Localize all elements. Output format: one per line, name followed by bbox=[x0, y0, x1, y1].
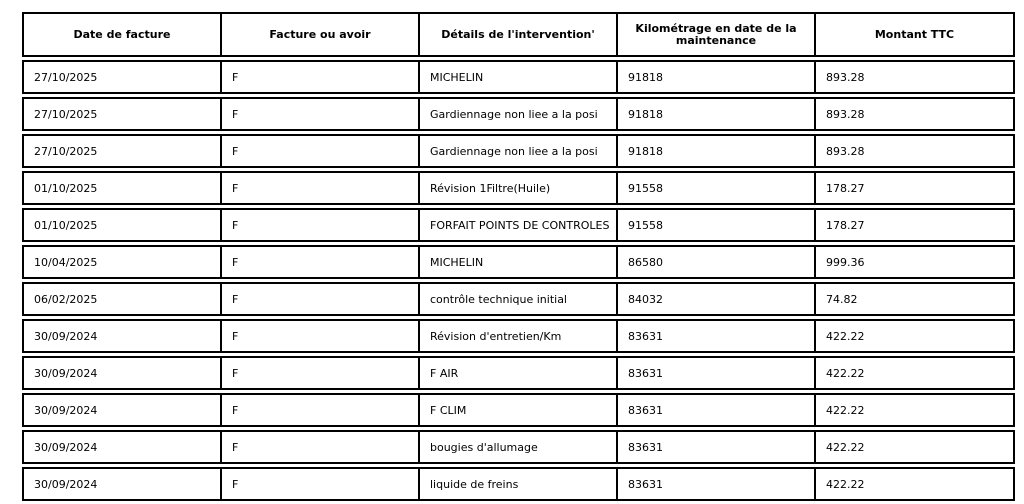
header-invoice-date: Date de facture bbox=[22, 12, 220, 57]
cell-amount-ttc: 422.22 bbox=[814, 356, 1015, 390]
cell-invoice-type: F bbox=[220, 97, 418, 131]
header-amount-ttc: Montant TTC bbox=[814, 12, 1015, 57]
cell-mileage: 86580 bbox=[616, 245, 814, 279]
cell-invoice-date: 30/09/2024 bbox=[22, 430, 220, 464]
header-intervention-details: Détails de l'intervention' bbox=[418, 12, 616, 57]
cell-invoice-date: 01/10/2025 bbox=[22, 171, 220, 205]
table-header-row bbox=[22, 12, 1015, 57]
table-row bbox=[22, 171, 1015, 205]
cell-invoice-type: F bbox=[220, 245, 418, 279]
cell-intervention-details: MICHELIN bbox=[418, 60, 616, 94]
cell-invoice-type: F bbox=[220, 60, 418, 94]
cell-intervention-details: Révision 1Filtre(Huile) bbox=[418, 171, 616, 205]
cell-mileage: 91818 bbox=[616, 97, 814, 131]
table-row bbox=[22, 319, 1015, 353]
cell-invoice-type: F bbox=[220, 282, 418, 316]
cell-intervention-details: bougies d'allumage bbox=[418, 430, 616, 464]
cell-amount-ttc: 178.27 bbox=[814, 208, 1015, 242]
cell-invoice-type: F bbox=[220, 356, 418, 390]
cell-amount-ttc: 893.28 bbox=[814, 60, 1015, 94]
cell-intervention-details: FORFAIT POINTS DE CONTROLES bbox=[418, 208, 616, 242]
table-body bbox=[22, 60, 1015, 501]
cell-invoice-date: 27/10/2025 bbox=[22, 97, 220, 131]
table-row bbox=[22, 97, 1015, 131]
cell-invoice-type: F bbox=[220, 171, 418, 205]
cell-mileage: 83631 bbox=[616, 467, 814, 501]
cell-invoice-type: F bbox=[220, 393, 418, 427]
cell-amount-ttc: 422.22 bbox=[814, 319, 1015, 353]
cell-invoice-date: 27/10/2025 bbox=[22, 60, 220, 94]
cell-mileage: 83631 bbox=[616, 430, 814, 464]
table-row bbox=[22, 467, 1015, 501]
cell-mileage: 83631 bbox=[616, 319, 814, 353]
cell-invoice-date: 30/09/2024 bbox=[22, 393, 220, 427]
table-row bbox=[22, 393, 1015, 427]
cell-amount-ttc: 178.27 bbox=[814, 171, 1015, 205]
cell-invoice-type: F bbox=[220, 430, 418, 464]
table-row bbox=[22, 208, 1015, 242]
maintenance-history-table bbox=[22, 9, 1015, 504]
cell-mileage: 84032 bbox=[616, 282, 814, 316]
cell-invoice-date: 06/02/2025 bbox=[22, 282, 220, 316]
cell-mileage: 91558 bbox=[616, 208, 814, 242]
cell-intervention-details: liquide de freins bbox=[418, 467, 616, 501]
cell-amount-ttc: 422.22 bbox=[814, 430, 1015, 464]
table-row bbox=[22, 245, 1015, 279]
cell-amount-ttc: 422.22 bbox=[814, 467, 1015, 501]
table-row bbox=[22, 60, 1015, 94]
cell-amount-ttc: 422.22 bbox=[814, 393, 1015, 427]
cell-amount-ttc: 893.28 bbox=[814, 97, 1015, 131]
cell-invoice-date: 30/09/2024 bbox=[22, 356, 220, 390]
cell-invoice-type: F bbox=[220, 134, 418, 168]
table-row bbox=[22, 356, 1015, 390]
cell-mileage: 91818 bbox=[616, 134, 814, 168]
table-row bbox=[22, 430, 1015, 464]
cell-intervention-details: F AIR bbox=[418, 356, 616, 390]
cell-mileage: 91558 bbox=[616, 171, 814, 205]
header-mileage: Kilométrage en date de la maintenance bbox=[616, 12, 814, 57]
cell-invoice-type: F bbox=[220, 467, 418, 501]
cell-invoice-type: F bbox=[220, 208, 418, 242]
cell-amount-ttc: 999.36 bbox=[814, 245, 1015, 279]
table-row bbox=[22, 282, 1015, 316]
cell-intervention-details: F CLIM bbox=[418, 393, 616, 427]
cell-intervention-details: Gardiennage non liee a la posi bbox=[418, 134, 616, 168]
cell-invoice-date: 01/10/2025 bbox=[22, 208, 220, 242]
cell-intervention-details: contrôle technique initial bbox=[418, 282, 616, 316]
cell-mileage: 83631 bbox=[616, 393, 814, 427]
cell-amount-ttc: 893.28 bbox=[814, 134, 1015, 168]
cell-invoice-date: 10/04/2025 bbox=[22, 245, 220, 279]
cell-intervention-details: Révision d'entretien/Km bbox=[418, 319, 616, 353]
table-row bbox=[22, 134, 1015, 168]
header-invoice-or-credit: Facture ou avoir bbox=[220, 12, 418, 57]
cell-invoice-date: 30/09/2024 bbox=[22, 467, 220, 501]
cell-invoice-date: 27/10/2025 bbox=[22, 134, 220, 168]
cell-mileage: 83631 bbox=[616, 356, 814, 390]
cell-mileage: 91818 bbox=[616, 60, 814, 94]
maintenance-table-container bbox=[22, 12, 1015, 504]
cell-invoice-date: 30/09/2024 bbox=[22, 319, 220, 353]
cell-intervention-details: Gardiennage non liee a la posi bbox=[418, 97, 616, 131]
cell-intervention-details: MICHELIN bbox=[418, 245, 616, 279]
cell-amount-ttc: 74.82 bbox=[814, 282, 1015, 316]
cell-invoice-type: F bbox=[220, 319, 418, 353]
